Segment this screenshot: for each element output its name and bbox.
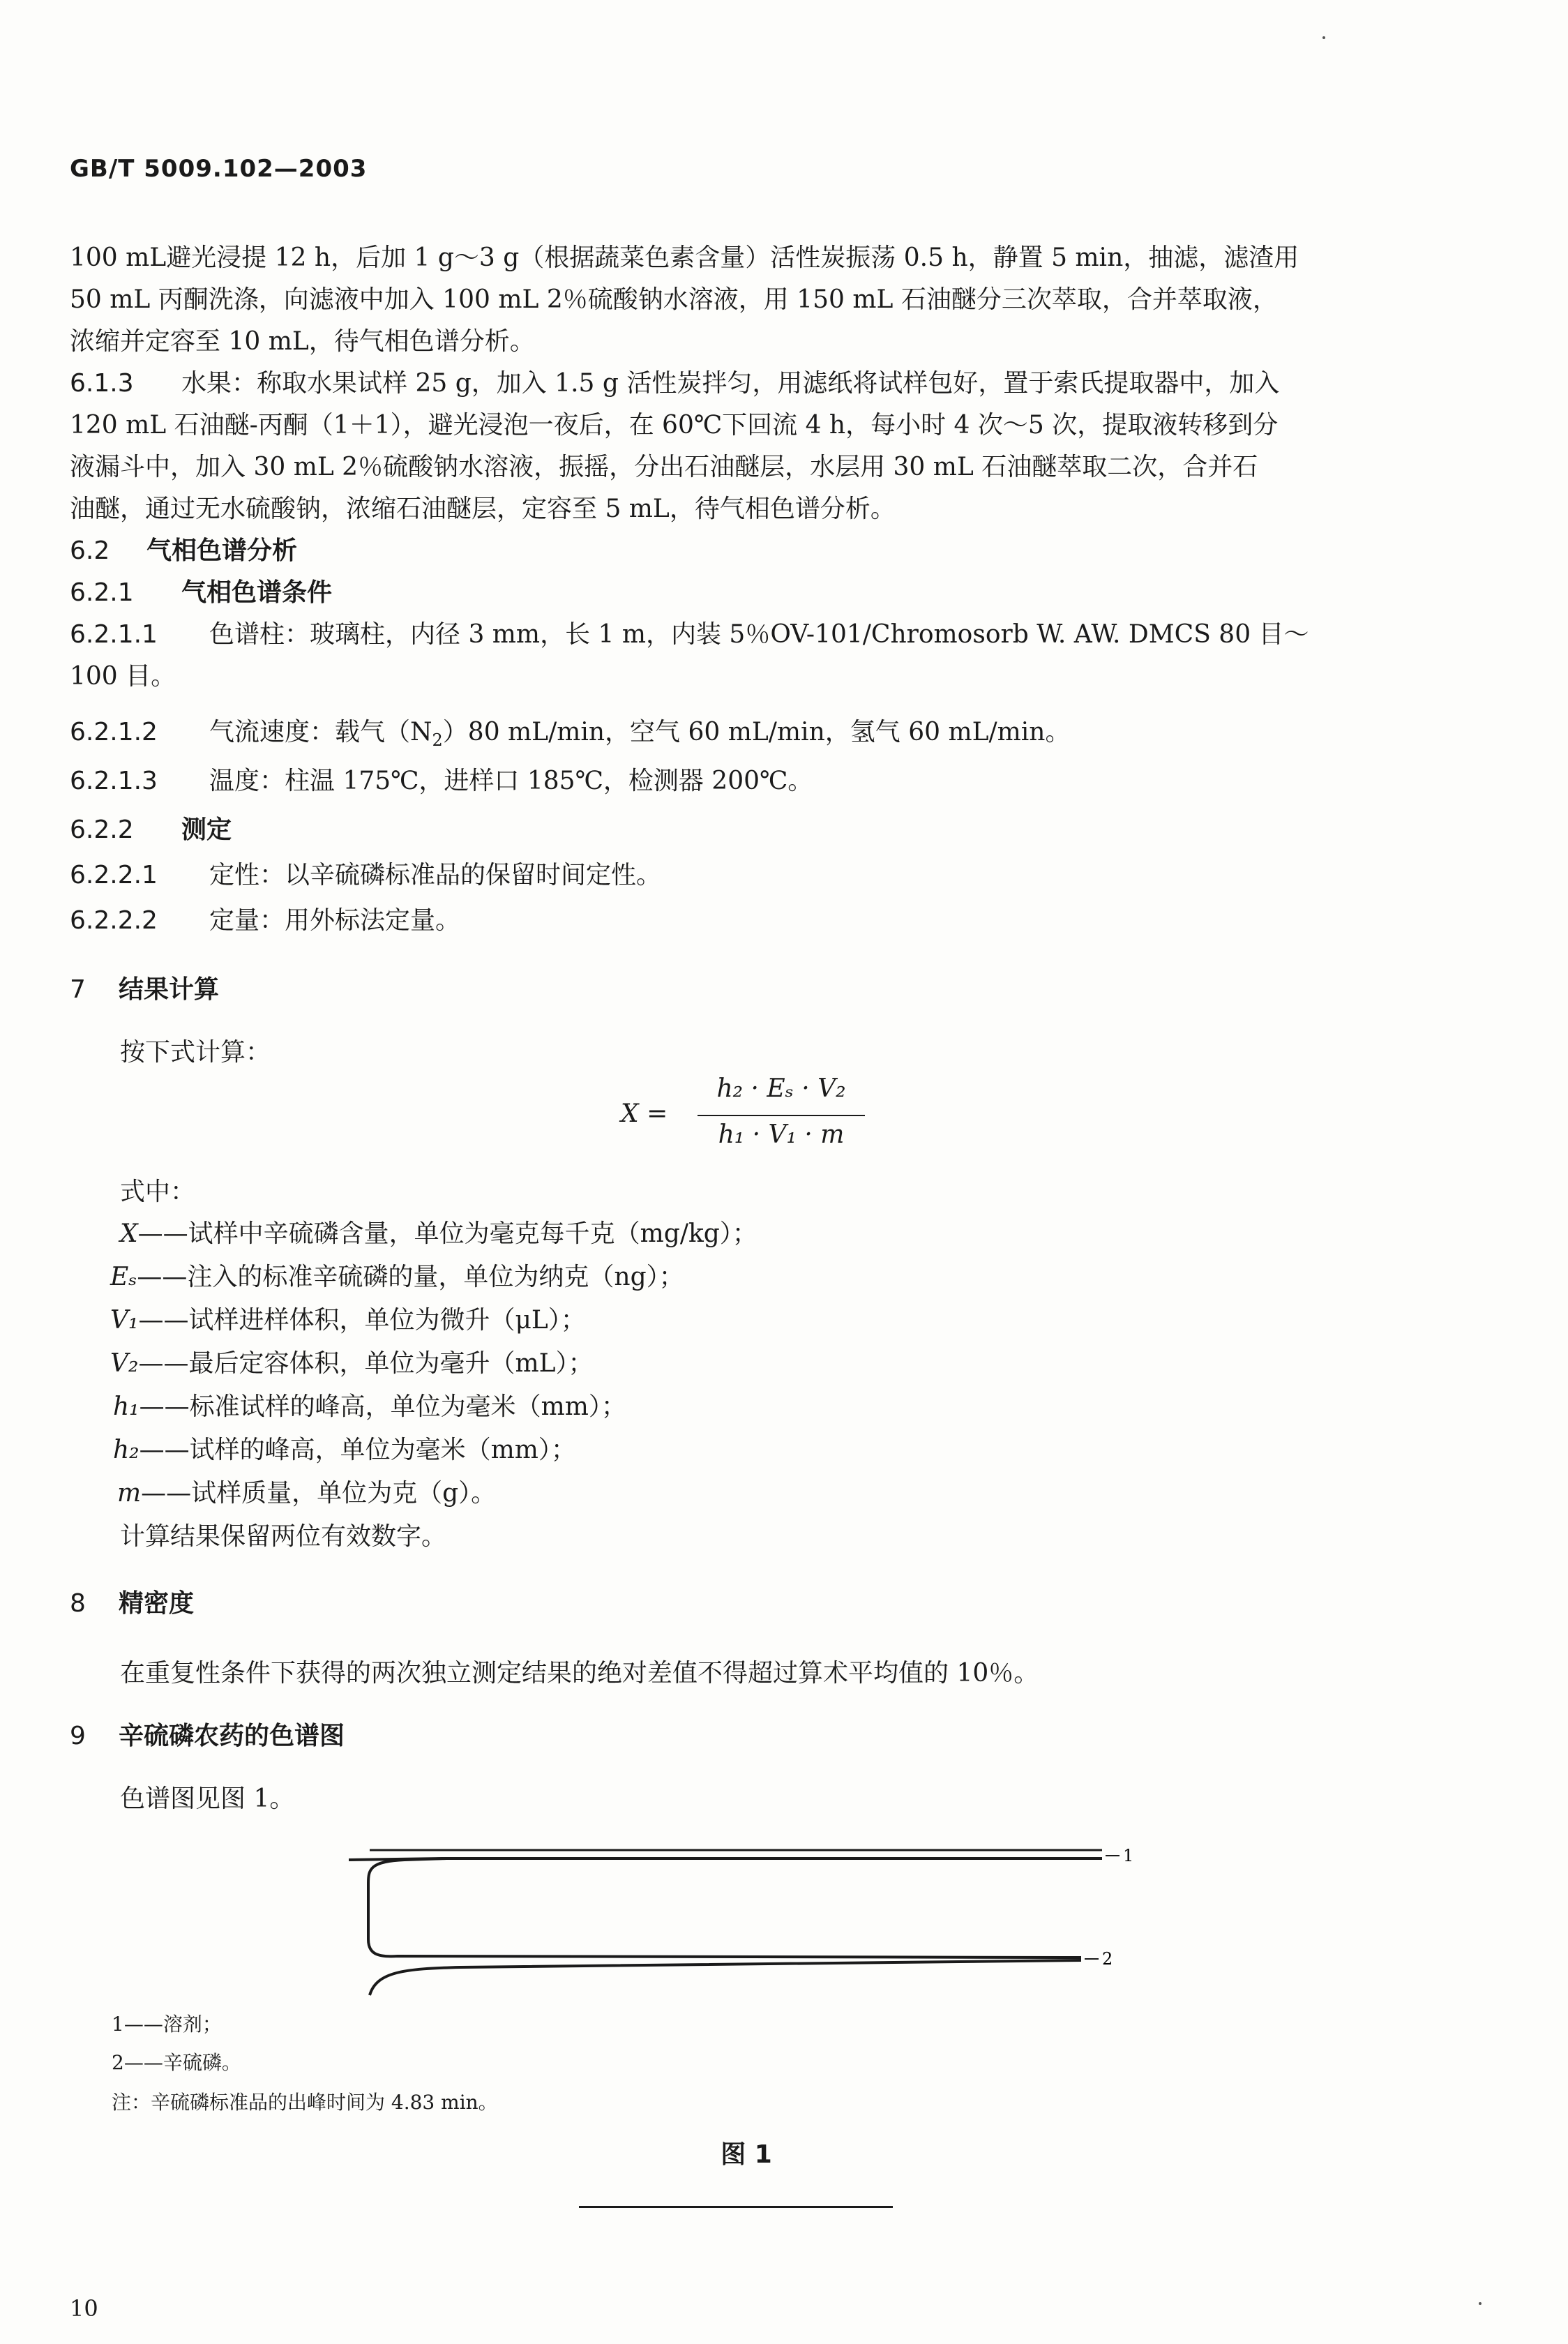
section-6-1-3 xyxy=(70,363,1423,530)
formula-numerator: h₂ · Eₛ · V₂ xyxy=(716,1074,846,1103)
section-6-2-2-2 xyxy=(70,900,460,942)
section-number: 6.2.2.2 xyxy=(70,906,158,935)
intro-line: 浓缩并定容至 10 mL，待气相色谱分析。 xyxy=(70,327,535,356)
formula-denominator: h₁ · V₁ · m xyxy=(718,1120,845,1149)
variable-description: ——最后定容体积，单位为毫升（mL）； xyxy=(138,1349,594,1378)
section-title: 气相色谱条件 xyxy=(181,578,333,607)
section-number: 6.2.1.3 xyxy=(70,767,158,795)
variable-description: ——试样质量，单位为克（g）。 xyxy=(141,1479,497,1508)
page-number: 10 xyxy=(70,2295,98,2322)
variable-symbol: V₂ xyxy=(110,1349,139,1378)
section-number: 6.2 xyxy=(70,536,110,565)
precision-text: 在重复性条件下获得的两次独立测定结果的绝对差值不得超过算术平均值的 10％。 xyxy=(120,1659,1039,1688)
section-number: 6.2.1 xyxy=(70,578,134,607)
formula-lhs: X = xyxy=(621,1099,668,1128)
section-text: 定性：以辛硫磷标准品的保留时间定性。 xyxy=(209,861,662,889)
subscript: 2 xyxy=(432,730,443,751)
section-title: 气相色谱分析 xyxy=(146,536,298,565)
section-9-heading xyxy=(70,1716,345,1752)
result-formula xyxy=(621,1074,900,1158)
figure-reference: 色谱图见图 1。 xyxy=(120,1785,295,1813)
variable-row xyxy=(120,1214,757,1249)
scan-speck xyxy=(1479,2302,1482,2305)
section-number: 9 xyxy=(70,1722,86,1750)
variable-row xyxy=(110,1344,593,1379)
standard-code: GB/T 5009.102—2003 xyxy=(70,155,368,183)
fraction-bar xyxy=(698,1115,865,1116)
solvent-peak xyxy=(368,1858,1081,1958)
figure-legend-item: 2——辛硫磷。 xyxy=(112,2051,241,2074)
section-text: ）80 mL/min，空气 60 mL/min，氢气 60 mL/min。 xyxy=(442,718,1071,746)
end-rule xyxy=(579,2206,893,2208)
section-6-2-2-1 xyxy=(70,855,661,896)
section-6-2-1-3 xyxy=(70,760,813,802)
section-6-2-2-heading xyxy=(70,809,232,851)
peak-label: 2 xyxy=(1102,1949,1113,1969)
intro-line: 100 mL避光浸提 12 h，后加 1 g～3 g（根据蔬菜色素含量）活性炭振荡 0.5 h，静置 5 min，抽滤，滤渣用 xyxy=(70,243,1299,272)
section-text: 温度：柱温 175℃，进样口 185℃，检测器 200℃。 xyxy=(209,767,813,795)
figure-title: 图 1 xyxy=(721,2140,772,2169)
variable-row xyxy=(110,1257,684,1293)
section-number: 6.2.2.1 xyxy=(70,861,158,889)
section-6-2-1-heading xyxy=(70,572,332,614)
variable-row xyxy=(110,1300,586,1336)
variable-row xyxy=(113,1430,576,1466)
variable-description: ——试样进样体积，单位为微升（μL）； xyxy=(138,1306,586,1335)
variable-row xyxy=(117,1473,496,1509)
variable-description: ——注入的标准辛硫磷的量，单位为纳克（ng）； xyxy=(137,1263,684,1291)
section-number: 6.2.2 xyxy=(70,816,134,844)
section-6-2-1-1-cont: 100 目。 xyxy=(70,662,176,691)
where-label: 式中： xyxy=(120,1178,196,1206)
section-title: 精密度 xyxy=(119,1589,195,1618)
variable-symbol: h₂ xyxy=(113,1436,140,1464)
peak-label: 1 xyxy=(1123,1846,1134,1865)
section-number: 7 xyxy=(70,975,86,1004)
phoxim-peak xyxy=(370,1960,1081,1995)
variable-description: ——试样中辛硫磷含量，单位为毫克每千克（mg/kg）； xyxy=(137,1219,757,1248)
section-number: 6.2.1.1 xyxy=(70,620,158,649)
section-title: 辛硫磷农药的色谱图 xyxy=(119,1722,345,1750)
section-text: 色谱柱：玻璃柱，内径 3 mm，长 1 m，内装 5％OV-101/Chromosorb W. AW. DMCS 80 目～ xyxy=(209,620,1309,649)
variable-symbol: m xyxy=(117,1479,142,1508)
intro-paragraph xyxy=(70,237,1423,363)
section-6-2-1-2 xyxy=(70,712,1070,761)
section-7-heading xyxy=(70,970,219,1005)
result-note: 计算结果保留两位有效数字。 xyxy=(120,1522,447,1551)
section-text: 气流速度：载气（N xyxy=(209,718,432,746)
chromatogram-figure xyxy=(349,1821,1158,2002)
figure-legend-item: 1——溶剂； xyxy=(112,2013,222,2036)
formula-intro: 按下式计算： xyxy=(120,1038,271,1067)
section-6-2-1-1 xyxy=(70,614,1309,656)
section-text: 120 mL 石油醚-丙酮（1＋1），避光浸泡一夜后，在 60℃下回流 4 h，每小时 4 次～5 次，提取液转移到分 xyxy=(70,411,1279,440)
variable-symbol: h₁ xyxy=(113,1392,140,1421)
figure-note: 注：辛硫磷标准品的出峰时间为 4.83 min。 xyxy=(112,2091,498,2114)
section-text: 定量：用外标法定量。 xyxy=(209,906,461,935)
section-text: 油醚，通过无水硫酸钠，浓缩石油醚层，定容至 5 mL，待气相色谱分析。 xyxy=(70,495,896,523)
variable-symbol: Eₛ xyxy=(110,1263,137,1291)
variable-description: ——试样的峰高，单位为毫米（mm）； xyxy=(139,1436,576,1464)
section-6-2-heading xyxy=(70,530,297,572)
solvent-trace xyxy=(349,1858,1102,1860)
section-number: 6.1.3 xyxy=(70,369,134,398)
section-8-heading xyxy=(70,1584,194,1619)
intro-line: 50 mL 丙酮洗涤，向滤液中加入 100 mL 2％硫酸钠水溶液，用 150 mL 石油醚分三次萃取，合并萃取液， xyxy=(70,285,1278,314)
section-number: 8 xyxy=(70,1589,86,1618)
section-text: 液漏斗中，加入 30 mL 2％硫酸钠水溶液，振摇，分出石油醚层，水层用 30 mL 石油醚萃取二次，合并石 xyxy=(70,453,1258,481)
variable-row xyxy=(113,1387,626,1422)
section-title: 结果计算 xyxy=(119,975,220,1004)
section-text: 水果：称取水果试样 25 g，加入 1.5 g 活性炭拌匀，用滤纸将试样包好，置于索氏提取器中，加入 xyxy=(181,369,1280,398)
variable-symbol: X xyxy=(120,1219,138,1248)
section-number: 6.2.1.2 xyxy=(70,718,158,746)
variable-description: ——标准试样的峰高，单位为毫米（mm）； xyxy=(139,1392,626,1421)
section-title: 测定 xyxy=(181,816,232,844)
variable-symbol: V₁ xyxy=(110,1306,139,1335)
scan-speck xyxy=(1322,36,1325,39)
